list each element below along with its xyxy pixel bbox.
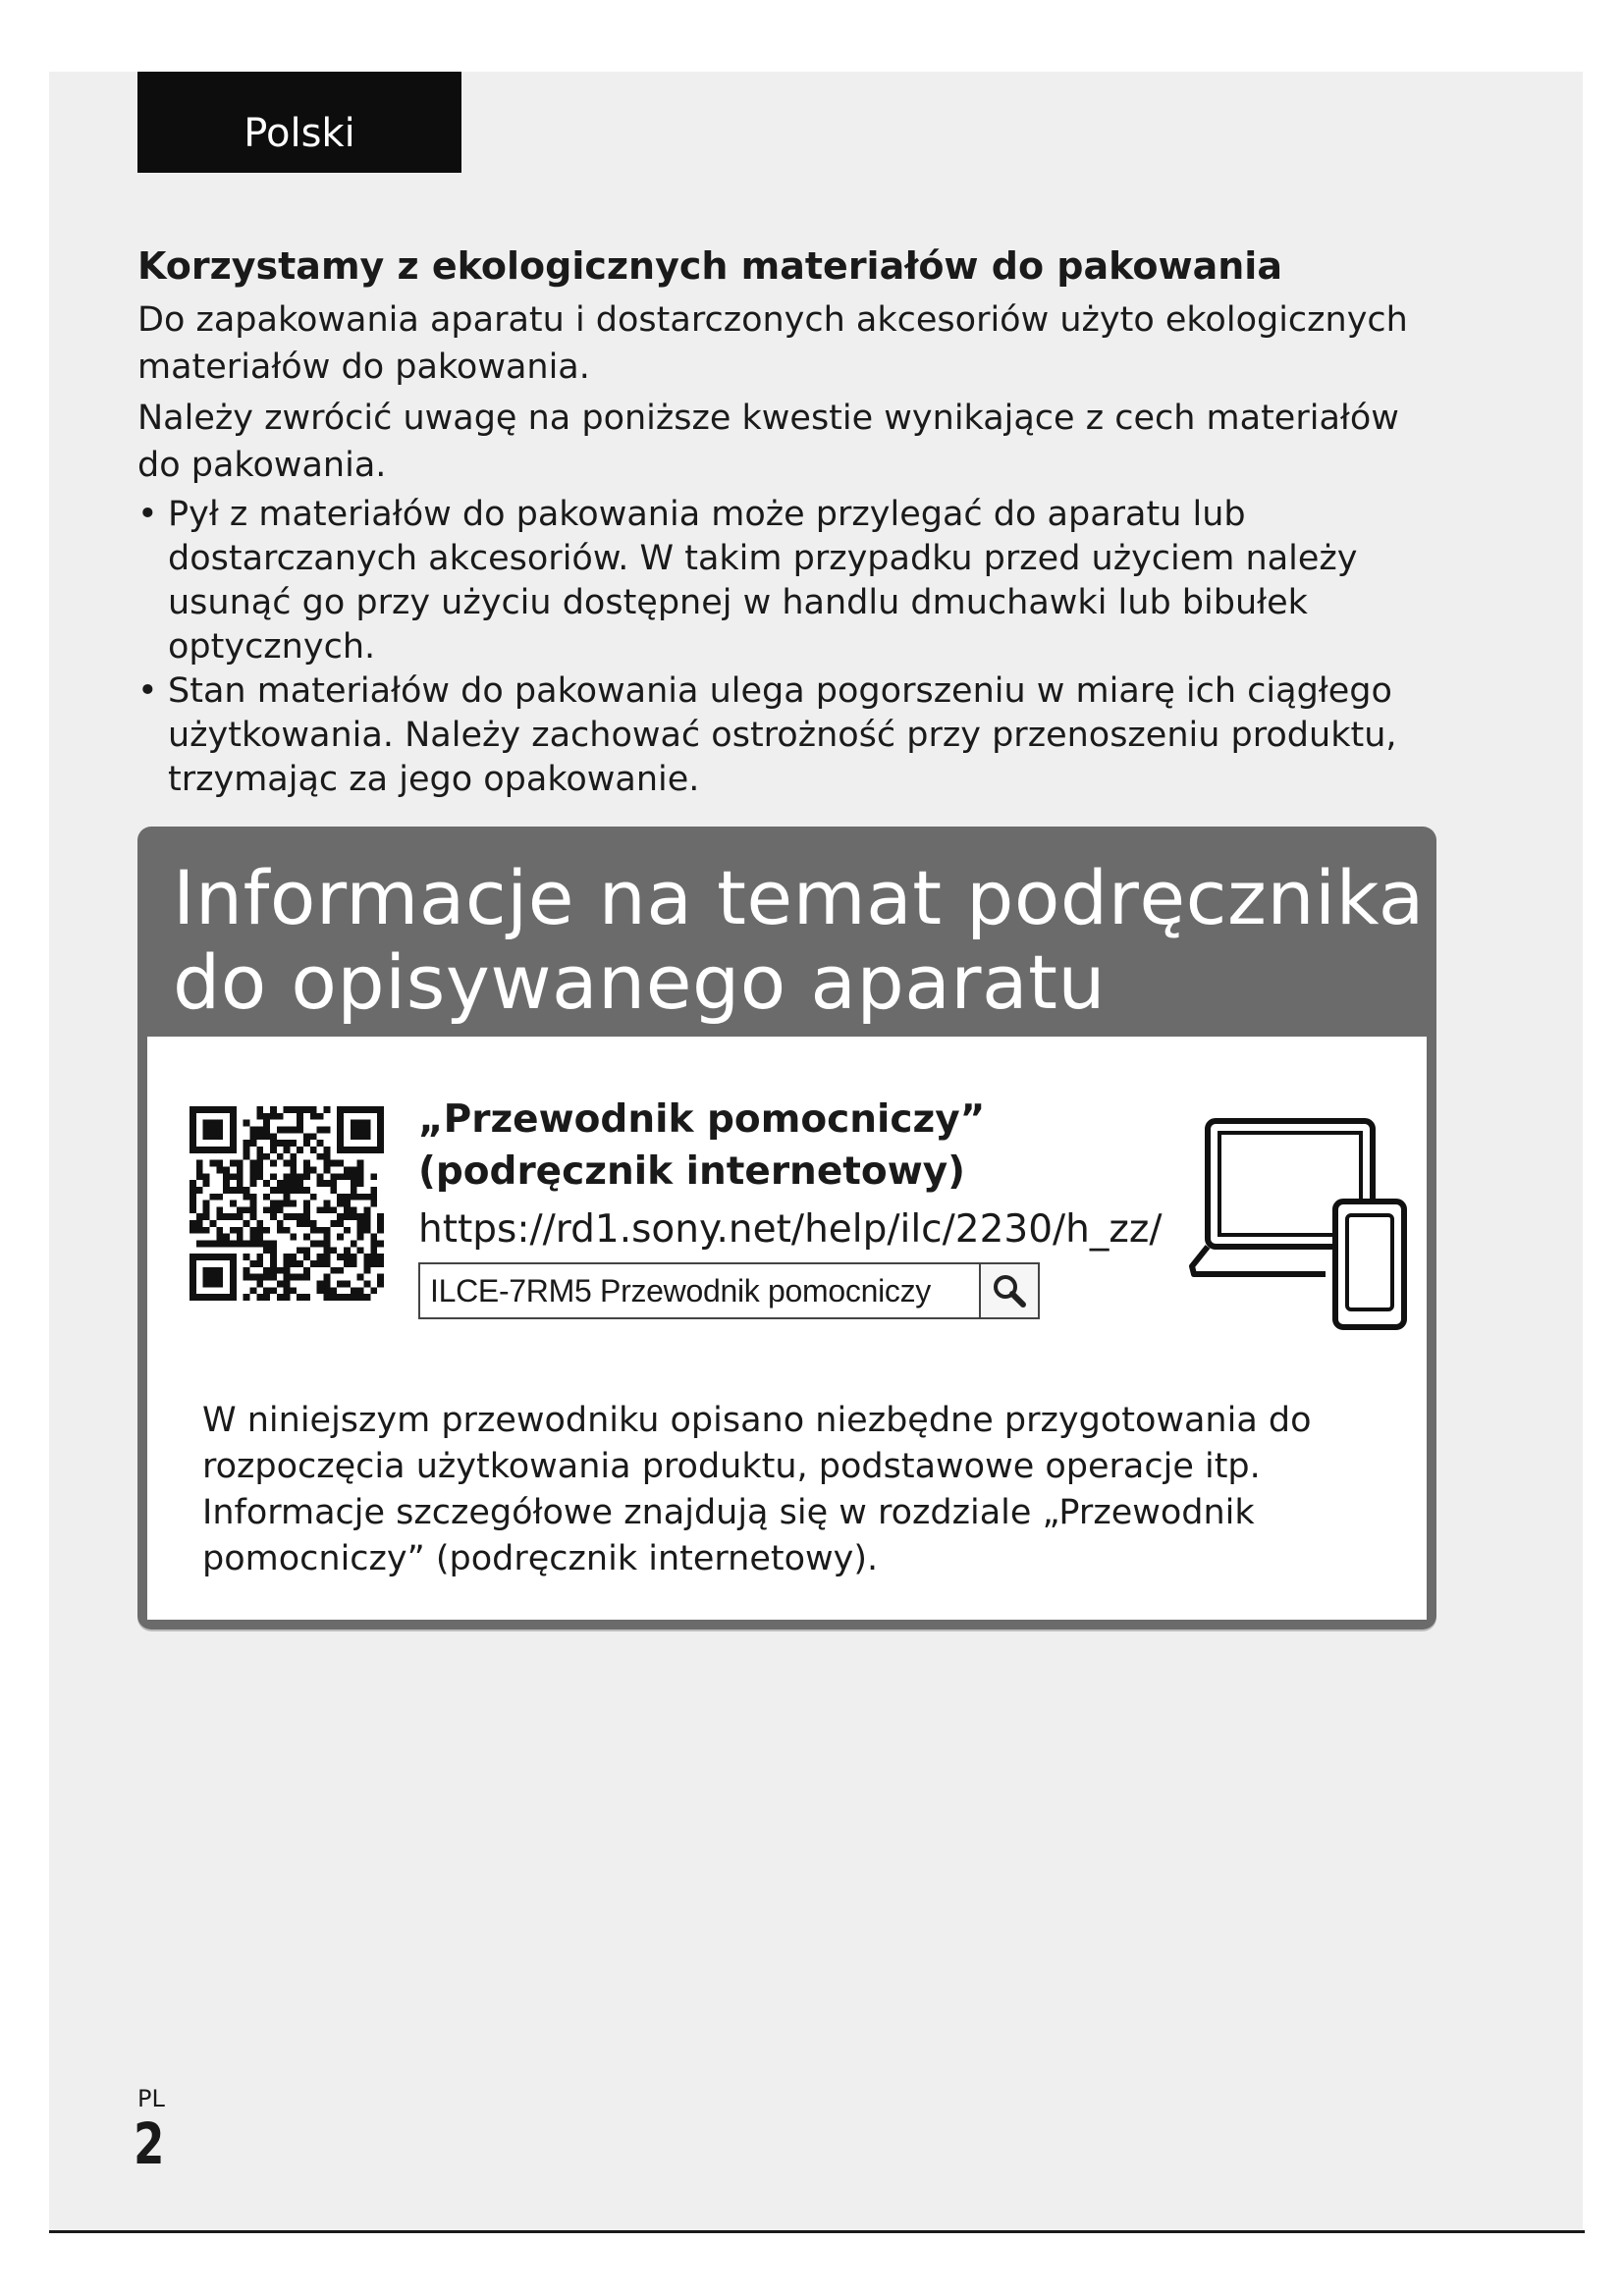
eco-paragraph-2: Należy zwrócić uwagę na poniższe kwestie wynikające z cech materiałów do pakowania.: [137, 399, 1399, 485]
qr-code-icon[interactable]: [189, 1106, 384, 1301]
laptop-phone-icon: [1188, 1117, 1409, 1331]
language-tab: Polski: [137, 72, 461, 173]
info-box-title: [173, 856, 1425, 1025]
info-title-line-2: do opisywanego aparatu: [173, 938, 1107, 1026]
eco-heading: Korzystamy z ekologicznych materiałów do pakowania: [137, 244, 1282, 288]
footer-divider: [49, 2230, 1585, 2233]
search-field-text[interactable]: ILCE-7RM5 Przewodnik pomocniczy: [430, 1273, 931, 1308]
search-field[interactable]: [418, 1262, 1040, 1319]
info-box-content: [147, 1037, 1427, 1620]
eco-bullet-item: • Pył z materiałów do pakowania może przylegać do aparatu lub dostarczanych akcesoriów. W takim przypadku przed użyciem należy usunąć go przy użyciu dostępnej w handlu dmuchawki lub bibułek optycznych.: [137, 493, 1443, 669]
help-guide-description: W niniejszym przewodniku opisano niezbędne przygotowania do rozpoczęcia użytkowania produktu, podstawowe operacje itp. Informacje szczegółowe znajdują się w rozdziale „Przewodnik pomocniczy” (podręcznik internetowy).: [202, 1401, 1312, 1578]
help-guide-name: „Przewodnik pomocniczy” (podręcznik internetowy): [418, 1097, 986, 1194]
manual-info-box: [137, 827, 1436, 1629]
eco-paragraph-1: Do zapakowania aparatu i dostarczonych akcesoriów użyto ekologicznych materiałów do pakowania.: [137, 300, 1408, 387]
eco-bullet-list: [137, 493, 1443, 802]
eco-bullet-item: • Stan materiałów do pakowania ulega pogorszeniu w miarę ich ciągłego użytkowania. Należy zachować ostrożność przy przenoszeniu produktu, trzymając za jego opakowanie.: [137, 669, 1443, 802]
info-title-line-1: Informacje na temat podręcznika: [173, 854, 1425, 941]
search-icon: [991, 1272, 1028, 1309]
search-button[interactable]: [979, 1264, 1038, 1317]
page-number: 2: [134, 2110, 165, 2177]
help-guide-url[interactable]: https://rd1.sony.net/help/ilc/2230/h_zz/: [418, 1207, 1163, 1252]
eco-packaging-section: [137, 236, 1443, 802]
page-language-code: PL: [137, 2085, 165, 2112]
